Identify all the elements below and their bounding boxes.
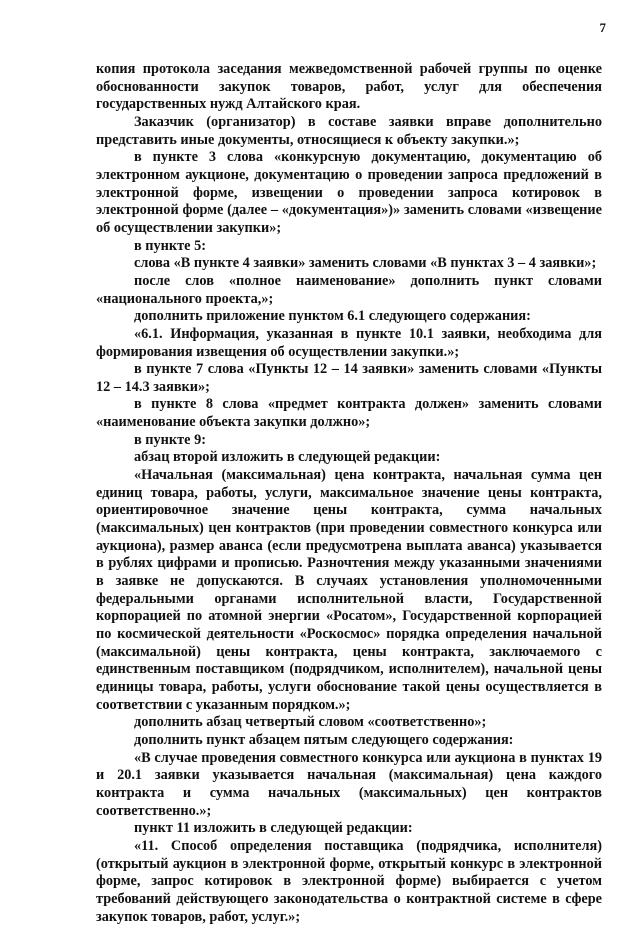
paragraph: дополнить абзац четвертый словом «соответственно»; (134, 714, 487, 731)
paragraph: «В случае проведения совместного конкурса или аукциона в пунктах 19 и 20.1 заявки указывается начальная (максимальная) цена каждого контракта и сумма начальных (максимальных) цен контрактов соответственно.»; (96, 749, 602, 819)
paragraph: в пункте 8 слова «предмет контракта должен» заменить словами «наименование объекта закупки должно»; (96, 396, 602, 431)
paragraph: Заказчик (организатор) в составе заявки вправе дополнительно представить иные документы, относящиеся к объекту закупки.»; (96, 113, 602, 148)
paragraph: дополнить пункт абзацем пятым следующего содержания: (134, 731, 514, 748)
paragraph: в пункте 9: (134, 431, 207, 448)
paragraph: «11. Способ определения поставщика (подрядчика, исполнителя) (открытый аукцион в электронной форме, открытый конкурс в электронной форме, запрос котировок в электронной форме) выбирается с учетом требований действующего законодательства о контрактной системе в сфере закупок товаров, работ, услуг.»; (96, 837, 602, 925)
paragraph: «6.1. Информация, указанная в пункте 10.1 заявки, необходима для формирования извещения об осуществлении закупки.»; (96, 325, 602, 360)
paragraph: слова «В пункте 4 заявки» заменить словами «В пунктах 3 – 4 заявки»; (134, 255, 597, 272)
paragraph: в пункте 3 слова «конкурсную документацию, документацию об электронном аукционе, документацию о проведении запроса предложений в электронной форме, извещении о проведении запроса котировок в электронной форме (далее – «документация»)» заменить словами «извещение об осуществлении закупки»; (96, 149, 602, 236)
paragraph: пункт 11 изложить в следующей редакции: (134, 820, 413, 837)
paragraph: после слов «полное наименование» дополнить пункт словами «национального проекта,»; (96, 272, 602, 307)
paragraph: в пункте 5: (134, 237, 207, 254)
paragraph: копия протокола заседания межведомственной рабочей группы по оценке обоснованности закупок товаров, работ, услуг для обеспечения государственных нужд Алтайского края. (96, 61, 602, 113)
paragraph: в пункте 7 слова «Пункты 12 – 14 заявки» заменить словами «Пункты 12 – 14.3 заявки»; (96, 361, 602, 395)
page-number: 7 (599, 20, 606, 35)
paragraph: абзац второй изложить в следующей редакции: (134, 449, 441, 466)
paragraph: «Начальная (максимальная) цена контракта, начальная сумма цен единиц товара, работы, услуги, максимальное значение цены контракта, ориентировочное значение цены контракта, сумма начальных (максимальных) цен контрактов (при проведении совместного конкурса или аукциона), размер аванса (если предусмотрена выплата аванса) указывается в рублях цифрами и прописью. Разночтения между указанными значениями в заявке не допускаются. В случаях установления уполномоченными федеральными органами исполнительной власти, Государственной корпорацией по атомной энергии «Росатом», Государственной корпорацией по космической деятельности «Роскосмос» порядка определения начальной (максимальной) цены контракта, цены контракта, заключаемого с единственным поставщиком (подрядчиком, исполнителем), начальной цены единицы товара, работы, услуги обоснование такой цены осуществляется в соответствии с указанным порядком.»; (96, 467, 602, 713)
document-body (96, 61, 602, 926)
paragraph: дополнить приложение пунктом 6.1 следующего содержания: (134, 308, 531, 325)
